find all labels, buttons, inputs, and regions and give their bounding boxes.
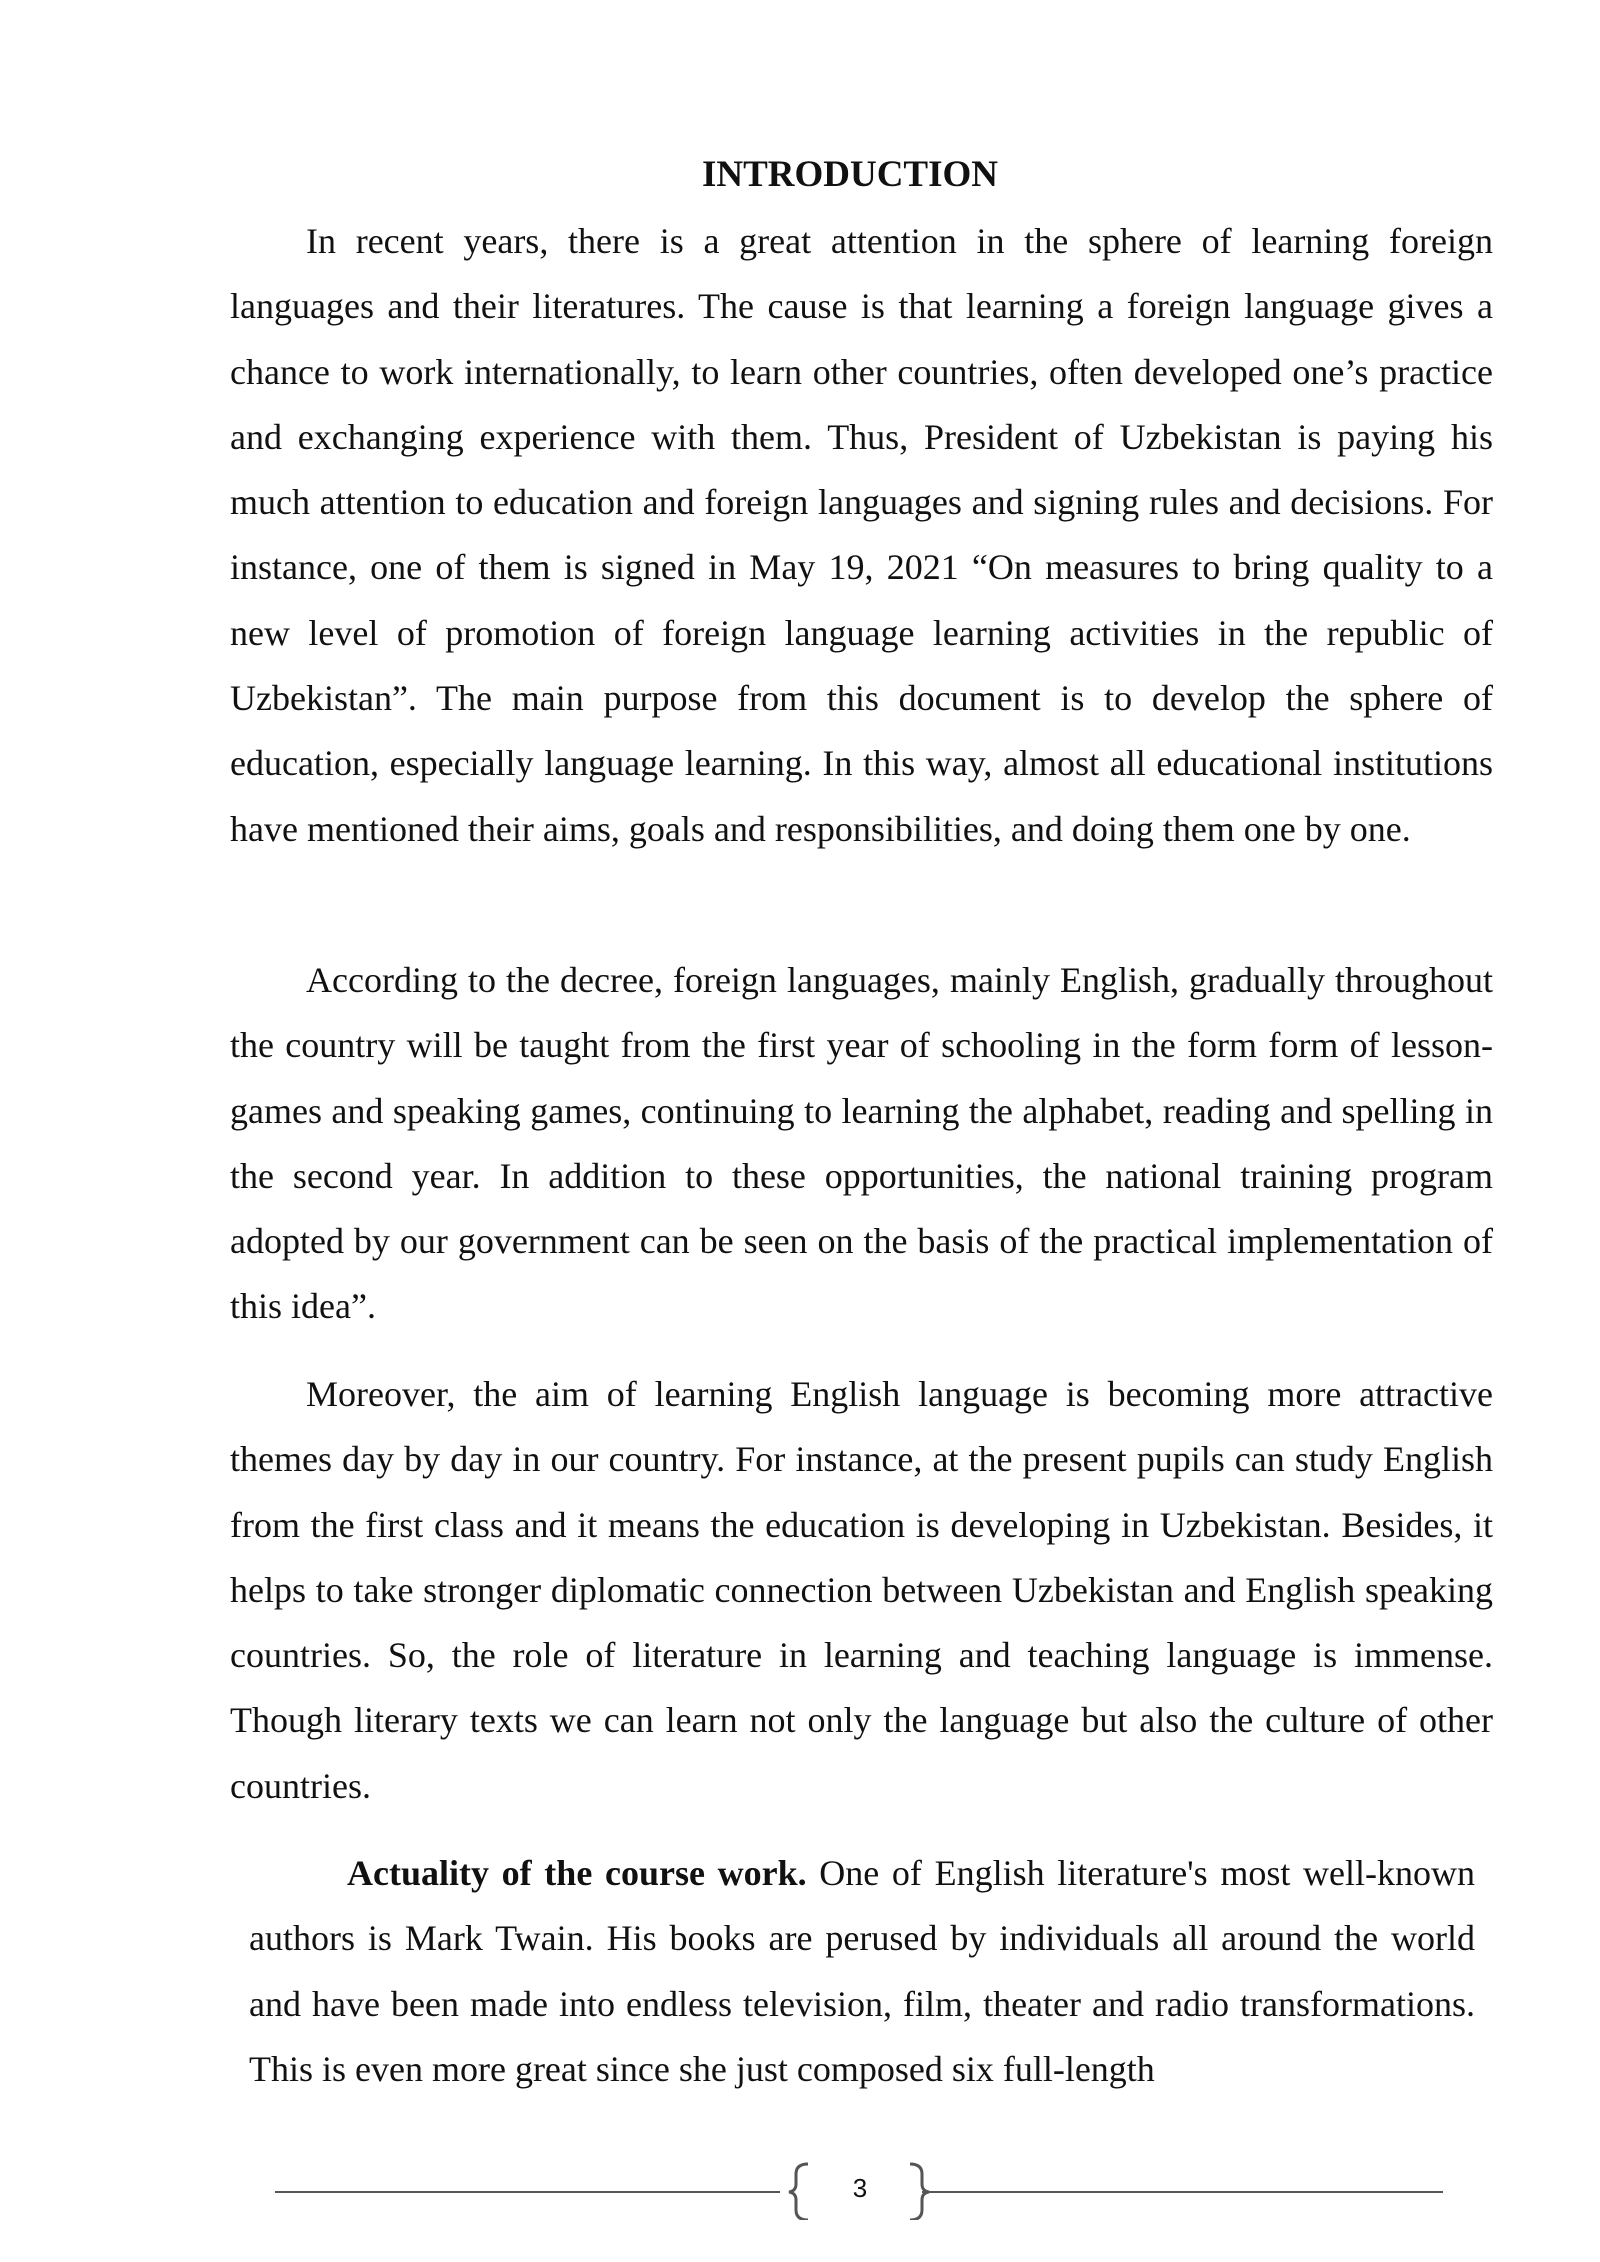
page-number: 3: [852, 2173, 868, 2203]
page-footer: [0, 2160, 1600, 2220]
footer-rule: [0, 2160, 1600, 2220]
intro-paragraph-2: According to the decree, foreign languages, mainly English, gradually throughout the country will be taught from the first year of schooling in the form form of lesson-games and speaking games, continuing to learning the alphabet, reading and spelling in the second year. In addition to these opportunities, the national training program adopted by our government can be seen on the basis of the practical implementation of this idea”.: [230, 960, 1493, 1327]
intro-paragraph-1: In recent years, there is a great attention in the sphere of learning foreign languages and their literatures. The cause is that learning a foreign language gives a chance to work internationally, to learn other countries, often developed one’s practice and exchanging experience with them. Thus, President of Uzbekistan is paying his much attention to education and foreign languages and signing rules and decisions. For instance, one of them is signed in May 19, 2021 “On measures to bring quality to a new level of promotion of foreign language learning activities in the republic of Uzbekistan”. The main purpose from this document is to develop the sphere of education, especially language learning. In this way, almost all educational institutions have mentioned their aims, goals and responsibilities, and doing them one by one.: [230, 221, 1493, 849]
intro-paragraph-3: Moreover, the aim of learning English language is becoming more attractive themes day by day in our country. For instance, at the present pupils can study English from the first class and it means the education is developing in Uzbekistan. Besides, it helps to take stronger diplomatic connection between Uzbekistan and English speaking countries. So, the role of literature in learning and teaching language is immense. Though literary texts we can learn not only the language but also the culture of other countries.: [230, 1374, 1493, 1806]
page-title: INTRODUCTION: [701, 154, 999, 195]
actuality-text: One of English literature's most well-known authors is Mark Twain. His books are perused by individuals all around the world and have been made into endless television, film, theater and radio transformations. This is even more great since she just composed six full-length: [249, 1853, 1475, 2089]
intro-paragraph-3-block: [230, 1362, 1493, 1819]
intro-paragraph-2-block: [230, 948, 1493, 1340]
intro-paragraph-1-block: [230, 209, 1493, 862]
actuality-section: [249, 1841, 1475, 2102]
actuality-paragraph: [249, 1841, 1475, 2102]
actuality-heading: Actuality of the course work.: [347, 1853, 807, 1893]
